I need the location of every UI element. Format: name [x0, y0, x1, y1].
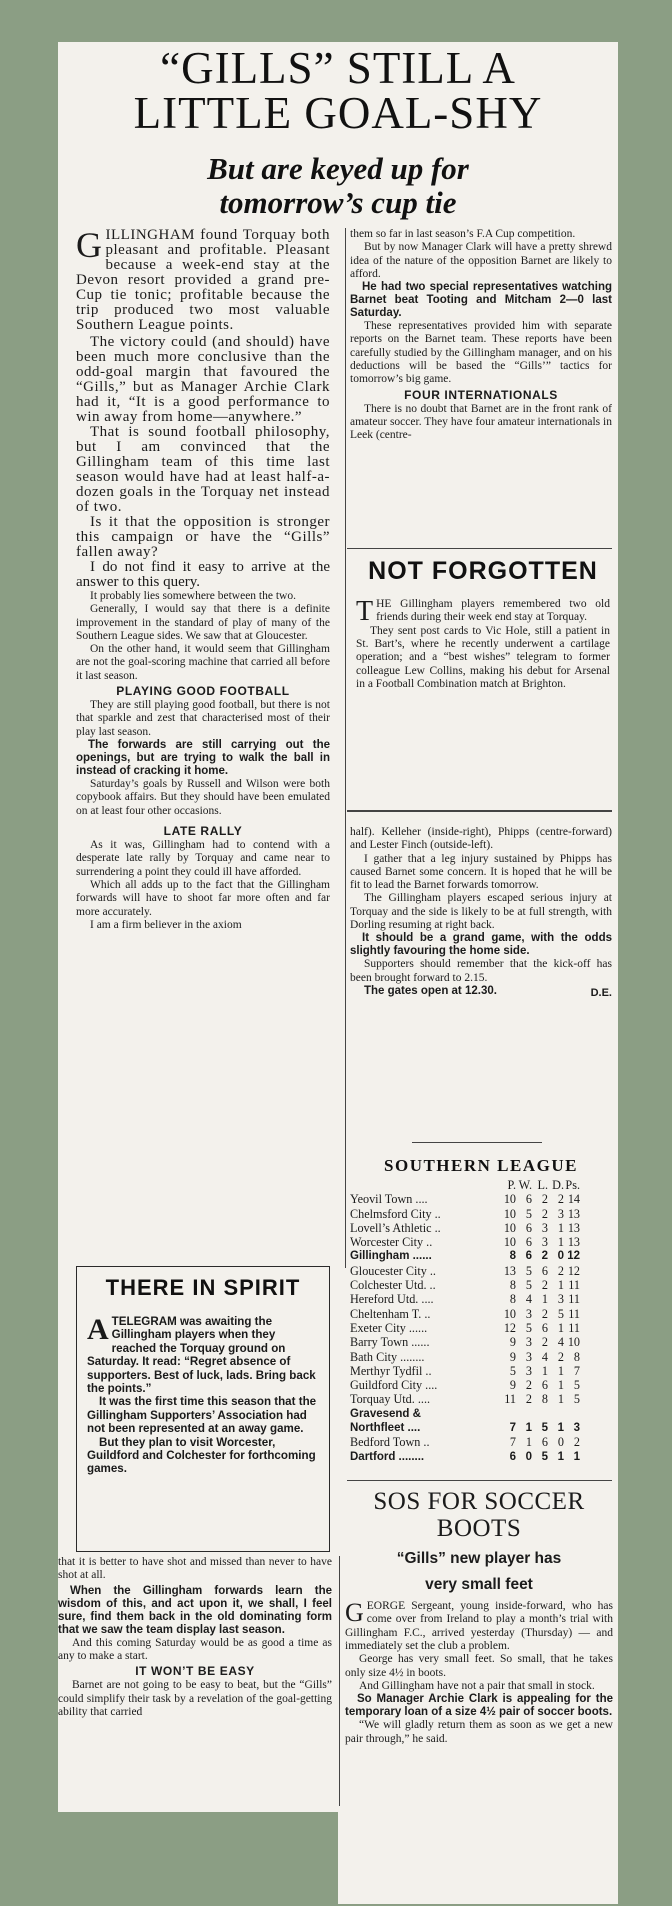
table-row [350, 1321, 580, 1335]
paragraph: It was the first time this season that the Gillingham Supporters’ Association had not been represented at an away game. [87, 1395, 317, 1436]
stat-cell: 5 [525, 1206, 532, 1221]
paragraph: But they plan to visit Worcester, Guildford and Colchester for forthcoming games. [87, 1435, 316, 1476]
stat-cell: 3 [525, 1306, 532, 1321]
article-column-1-continued [58, 1556, 332, 1719]
stat-cell: 1 [525, 1422, 532, 1435]
paragraph: The gates open at 12.30. [364, 984, 497, 997]
stat-cell: 9 [509, 1378, 516, 1393]
section-heading: IT WON’T BE EASY [135, 1664, 255, 1679]
stat-cell: 1 [557, 1320, 564, 1335]
stat-cell: 0 [525, 1450, 532, 1463]
subheading: very small feet [425, 1576, 533, 1594]
paragraph: that it is better to have shot and missed than never to have shot at all. [58, 1556, 332, 1582]
stat-cell: 5 [525, 1278, 532, 1293]
stat-cell: 10 [503, 1235, 516, 1250]
paragraph: They sent post cards to Vic Hole, still a patient in St. Bart’s, where he recently underwent a cartilage operation; and a “best wishes” telegram to former colleague Lew Collins, making his debut for Arsenal in a Football Combination match at Brighton. [356, 624, 610, 690]
stat-cell: 10 [567, 1335, 580, 1350]
stat-cell: 3 [557, 1206, 564, 1221]
team-name: Gloucester City .. [350, 1263, 436, 1278]
stat-cell: 2 [541, 1278, 548, 1293]
paragraph: And this coming Saturday would be as good a time as any to make a start. [58, 1636, 332, 1662]
table-row [350, 1278, 580, 1292]
stat-cell: 1 [541, 1292, 548, 1307]
team-name: Bedford Town .. [350, 1435, 430, 1450]
stat-cell: 10 [503, 1206, 516, 1221]
paragraph: George has very small feet. So small, that he takes only size 4½ in boots. [345, 1653, 613, 1679]
paragraph: As it was, Gillingham had to contend with a desperate late rally by Torquay and came near to surrendering a point they could ill have afforded. [76, 839, 330, 878]
stat-cell: 2 [541, 1192, 548, 1207]
section-heading: LATE RALLY [163, 823, 243, 838]
stat-cell: 1 [557, 1220, 564, 1235]
team-name: Guildford City .... [350, 1378, 438, 1393]
stat-cell: 7 [509, 1435, 516, 1450]
stat-cell: 5 [573, 1378, 580, 1393]
team-name: Hereford Utd. .... [350, 1292, 434, 1307]
team-name: Colchester Utd. .. [350, 1278, 436, 1293]
southern-league-table [350, 1156, 612, 1464]
stat-cell: 2 [525, 1392, 532, 1407]
table-row [350, 1421, 580, 1435]
stat-cell: 8 [573, 1349, 580, 1364]
table-row [350, 1192, 580, 1206]
paragraph: half). Kelleher (inside-right), Phipps (centre-forward) and Lester Finch (outside-left). [350, 826, 612, 852]
stat-cell: 4 [557, 1335, 564, 1350]
stat-cell: 6 [541, 1378, 548, 1393]
paragraph: It probably lies somewhere between the two. [90, 590, 296, 602]
stat-cell: 11 [568, 1278, 580, 1293]
stat-cell: 1 [541, 1363, 548, 1378]
paragraph: I do not find it easy to arrive at the answer to this query. [76, 559, 330, 590]
stat-cell: 9 [509, 1349, 516, 1364]
not-forgotten-section [356, 557, 610, 691]
stat-cell: 1 [525, 1435, 532, 1450]
column-rule [339, 1556, 340, 1806]
paragraph: They are still playing good football, but there is not that sparkle and zest that characterised most of their play last season. [76, 699, 330, 738]
stat-cell: 3 [525, 1335, 532, 1350]
table-row [350, 1350, 580, 1364]
bold-paragraph: It should be a grand game, with the odds slightly favouring the home side. [350, 932, 612, 958]
stat-cell: 12 [503, 1320, 516, 1335]
stat-cell: 2 [573, 1435, 580, 1450]
stat-cell: 5 [509, 1363, 516, 1378]
table-row [350, 1450, 580, 1464]
stat-cell: 2 [557, 1192, 564, 1207]
stat-cell: 10 [503, 1220, 516, 1235]
paragraph: Supporters should remember that the kick-off has been brought forward to 2.15. [350, 958, 612, 984]
headline-line-2: LITTLE GOAL-SHY [133, 88, 543, 138]
table-title: SOUTHERN LEAGUE [384, 1156, 578, 1175]
team-name: Dartford ........ [350, 1450, 425, 1463]
stat-cell: 10 [503, 1306, 516, 1321]
section-rule [347, 1480, 612, 1481]
stat-cell: 6 [509, 1450, 516, 1463]
stat-cell: 0 [557, 1250, 564, 1263]
paragraph: Generally, I would say that there is a definite improvement in the standard of play of many of the Southern League sides. We saw that at Gloucester. [76, 603, 330, 642]
stat-cell: 14 [567, 1192, 580, 1207]
team-name: Gillingham ...... [350, 1250, 432, 1263]
column-header: W. [518, 1178, 532, 1192]
paragraph: “We will gladly return them as soon as we get a new pair through,” he said. [345, 1719, 613, 1745]
stat-cell: 6 [541, 1263, 548, 1278]
section-title: NOT FORGOTTEN [368, 557, 598, 585]
drop-cap: A [87, 1313, 109, 1346]
team-name: Gravesend & [350, 1407, 421, 1420]
stat-cell: 6 [525, 1235, 532, 1250]
stat-cell: 8 [509, 1250, 516, 1263]
paragraph: Which all adds up to the fact that the Gillingham forwards will have to shoot far more often and far more accurately. [76, 878, 330, 918]
box-title: THERE IN SPIRIT [105, 1275, 301, 1300]
stat-cell: 6 [541, 1320, 548, 1335]
team-name: Exeter City ...... [350, 1320, 428, 1335]
drop-cap: G [345, 1598, 364, 1628]
stat-cell: 4 [525, 1292, 532, 1307]
table-row [350, 1435, 580, 1449]
table-row [350, 1207, 580, 1221]
paragraph: I am a firm believer in the axiom [90, 918, 242, 931]
stat-cell: 7 [573, 1363, 580, 1378]
column-header: Ps. [565, 1178, 580, 1192]
stat-cell: 1 [573, 1450, 580, 1463]
column-rule [345, 228, 346, 1268]
article-column-2 [350, 228, 612, 443]
stat-cell: 6 [525, 1220, 532, 1235]
stat-cell [548, 1407, 564, 1421]
table-row [350, 1378, 580, 1392]
paragraph: Saturday’s goals by Russell and Wilson were both copybook affairs. But they should have been emulated on at least four other occasions. [76, 778, 330, 817]
paragraph: Is it that the opposition is stronger this campaign or have the “Gills” fallen away? [76, 514, 330, 560]
stat-cell: 1 [557, 1392, 564, 1407]
stat-cell: 6 [525, 1192, 532, 1207]
stat-cell: 2 [557, 1349, 564, 1364]
subheadline-line-2: tomorrow’s cup tie [219, 185, 457, 220]
stat-cell [516, 1407, 532, 1421]
article-column-1 [76, 225, 330, 932]
bold-paragraph: The forwards are still carrying out the openings, but are trying to walk the ball in instead of cracking it home. [76, 739, 330, 778]
stat-cell: 8 [509, 1292, 516, 1307]
stat-cell: 5 [557, 1306, 564, 1321]
stat-cell: 13 [503, 1263, 516, 1278]
signature: D.E. [590, 987, 612, 1000]
section-heading: PLAYING GOOD FOOTBALL [116, 684, 290, 699]
paragraph: THE Gillingham players remembered two old friends during their week end stay at Torquay. [356, 596, 610, 628]
headline-line-1: “GILLS” STILL A [160, 43, 516, 93]
stat-cell: 1 [557, 1363, 564, 1378]
table-row [350, 1235, 580, 1249]
paragraph: them so far in last season’s F.A Cup competition. [350, 228, 576, 240]
stat-cell: 1 [557, 1450, 564, 1463]
team-name: Merthyr Tydfil .. [350, 1363, 432, 1378]
stat-cell: 1 [557, 1235, 564, 1250]
sos-soccer-boots-section [345, 1488, 613, 1746]
stat-cell: 0 [557, 1435, 564, 1450]
paragraph: On the other hand, it would seem that Gillingham are not the goal-scoring machine that carried all before it last season. [76, 643, 330, 682]
stat-cell: 3 [541, 1235, 548, 1250]
table-row [350, 1407, 580, 1421]
team-name: Northfleet .... [350, 1422, 421, 1435]
stat-cell: 2 [541, 1206, 548, 1221]
stat-cell: 5 [573, 1392, 580, 1407]
stat-cell: 8 [541, 1392, 548, 1407]
stat-cell: 5 [525, 1320, 532, 1335]
paragraph: The victory could (and should) have been much more conclusive than the odd-goal margin that favoured the “Gills,” but as Manager Archie Clark had it, “It is a good performance to win away from home—anywhere.” [76, 334, 330, 425]
stat-cell: 4 [541, 1349, 548, 1364]
bold-paragraph: He had two special representatives watching Barnet beat Tooting and Mitcham 2—0 last Saturday. [350, 281, 612, 320]
stat-cell: 5 [525, 1263, 532, 1278]
table-row [350, 1364, 580, 1378]
stat-cell: 3 [573, 1422, 580, 1435]
stat-cell: 11 [504, 1392, 516, 1407]
drop-cap: G [76, 225, 103, 265]
there-in-spirit-box [76, 1266, 330, 1552]
stat-cell: 11 [568, 1292, 580, 1307]
stat-cell [500, 1407, 516, 1421]
table-row [350, 1307, 580, 1321]
stat-cell: 2 [541, 1335, 548, 1350]
stat-cell: 11 [568, 1306, 580, 1321]
paragraph: There is no doubt that Barnet are in the front rank of amateur soccer. They have four amateur internationals in Leek (centre- [350, 402, 612, 442]
stat-cell: 13 [567, 1235, 580, 1250]
column-header: D. [552, 1178, 564, 1192]
paragraph: And Gillingham have not a pair that small in stock. [359, 1679, 595, 1692]
header-blank [350, 1178, 500, 1192]
stat-cell: 3 [557, 1292, 564, 1307]
stat-cell: 1 [557, 1278, 564, 1293]
stat-cell: 1 [557, 1422, 564, 1435]
stat-cell: 3 [541, 1220, 548, 1235]
stat-cell: 12 [567, 1263, 580, 1278]
stat-cell: 5 [541, 1422, 548, 1435]
stat-cell: 7 [509, 1422, 516, 1435]
stat-cell: 10 [503, 1192, 516, 1207]
stat-cell: 13 [567, 1206, 580, 1221]
subheadline-line-1: But are keyed up for [207, 151, 469, 186]
paragraph: Barnet are not going to be easy to beat, but the “Gills” could simplify their task by a revelation of the goal-getting ability that carried [58, 1679, 332, 1718]
team-name: Worcester City .. [350, 1235, 433, 1250]
lead-paragraph: GILLINGHAM found Torquay both pleasant and profitable. Pleasant because a week-end stay at the Devon resort provided a grand pre-Cup tie tonic; profitable because the trip produced two most valuable Southern League points. [76, 225, 330, 333]
paragraph: These representatives provided him with separate reports on the Barnet team. These reports have been carefully studied by the Gillingham manager, and on his deductions will be based the “Gills’” tactics for tomorrow’s big game. [350, 320, 612, 386]
article-column-2-continued [350, 826, 612, 1000]
stat-cell: 1 [557, 1378, 564, 1393]
team-name: Bath City ........ [350, 1349, 425, 1364]
stat-cell: 3 [525, 1349, 532, 1364]
drop-cap: T [356, 596, 374, 628]
stat-cell: 5 [541, 1450, 548, 1463]
stat-cell: 2 [541, 1250, 548, 1263]
team-name: Lovell’s Athletic .. [350, 1220, 441, 1235]
table-row [350, 1221, 580, 1235]
team-name: Barry Town ...... [350, 1335, 430, 1350]
table-header-row [350, 1178, 580, 1192]
paragraph: I gather that a leg injury sustained by Phipps has caused Barnet some concern. It is hoped that he will be fit to lead the Barnet forwards tomorrow. [350, 852, 612, 892]
paragraph: That is sound football philosophy, but I am convinced that the Gillingham team of this time last season would have had at least half-a-dozen goals in the Torquay net instead of two. [76, 424, 330, 515]
stat-cell [564, 1407, 580, 1421]
stat-cell [532, 1407, 548, 1421]
stat-cell: 6 [525, 1250, 532, 1263]
stat-cell: 2 [525, 1378, 532, 1393]
paragraph: But by now Manager Clark will have a pretty shrewd idea of the nature of the opposition Barnet are likely to afford. [350, 241, 612, 280]
stat-cell: 2 [541, 1306, 548, 1321]
column-header: P. [507, 1178, 516, 1192]
team-name: Yeovil Town .... [350, 1192, 428, 1207]
team-name: Cheltenham T. .. [350, 1306, 431, 1321]
section-rule [412, 1142, 542, 1143]
bold-paragraph: So Manager Archie Clark is appealing for the temporary loan of a size 4½ pair of soccer boots. [345, 1693, 613, 1719]
stat-cell: 2 [557, 1263, 564, 1278]
team-name: Chelmsford City .. [350, 1206, 441, 1221]
paragraph: GEORGE Sergeant, young inside-forward, who has come over from Ireland to play a month’s trial with Gillingham F.C., arrived yesterday (Thursday) — and immediately set the club a problem. [345, 1598, 613, 1653]
table-row [350, 1264, 580, 1278]
paragraph: ATELEGRAM was awaiting the Gillingham players when they reached the Torquay ground on Saturday. It read: “Regret absence of supporters. Best of luck, lads. Bring back the points.” [87, 1313, 316, 1396]
league-standings [350, 1178, 580, 1464]
stat-cell: 6 [541, 1435, 548, 1450]
stat-cell: 12 [567, 1250, 580, 1263]
column-header: L. [537, 1178, 548, 1192]
stat-cell: 8 [509, 1278, 516, 1293]
table-row [350, 1249, 580, 1263]
stat-cell: 9 [509, 1335, 516, 1350]
paragraph: The Gillingham players escaped serious injury at Torquay and the side is likely to be at full strength, with Dorling resuming at right back. [350, 892, 612, 932]
section-heading: FOUR INTERNATIONALS [404, 387, 558, 402]
subheading: “Gills” new player has [396, 1550, 562, 1567]
stat-cell: 11 [568, 1320, 580, 1335]
table-row [350, 1335, 580, 1349]
subheadline [58, 152, 618, 220]
stat-cell: 3 [525, 1363, 532, 1378]
section-rule [347, 810, 612, 812]
section-rule [347, 548, 612, 549]
bold-paragraph: When the Gillingham forwards learn the wisdom of this, and act upon it, we shall, I feel sure, find them back in the old dominating form that we saw the team display last season. [58, 1584, 332, 1636]
headline [58, 43, 618, 146]
section-title: SOS FOR SOCCER BOOTS [373, 1488, 585, 1542]
team-name: Torquay Utd. .... [350, 1392, 431, 1407]
stat-cell: 13 [567, 1220, 580, 1235]
newspaper-page-tail [338, 1812, 618, 1904]
table-row [350, 1392, 580, 1406]
table-row [350, 1292, 580, 1306]
